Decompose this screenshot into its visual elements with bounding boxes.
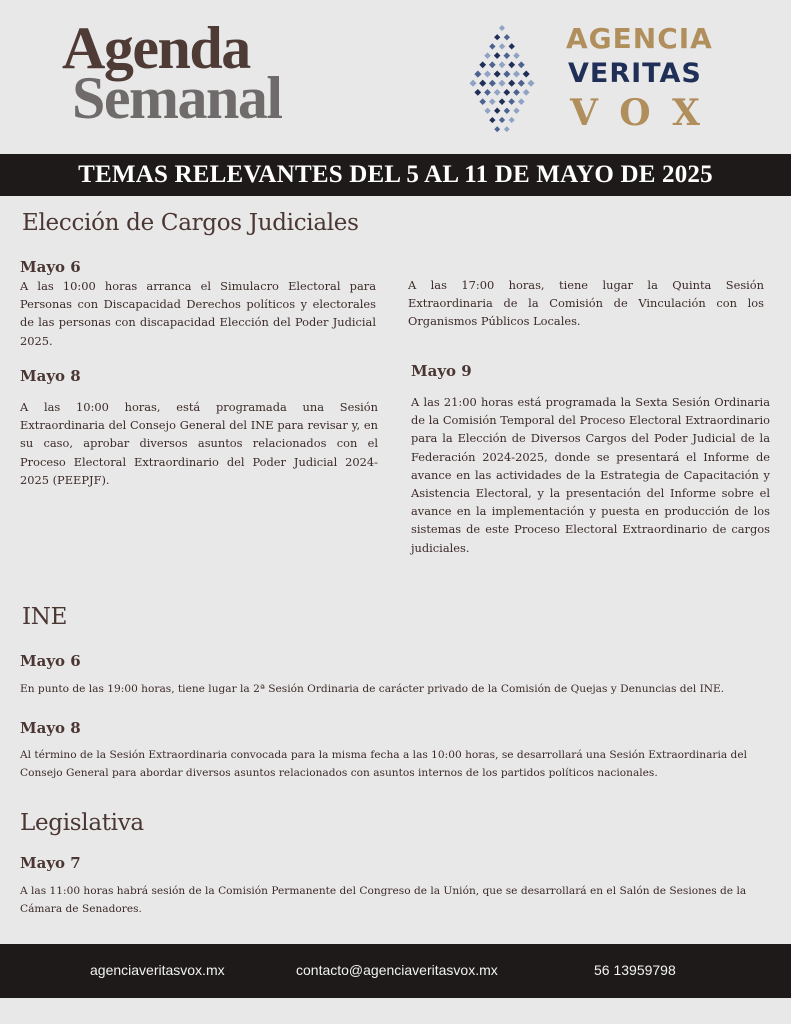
logo-dot bbox=[509, 43, 515, 49]
logo-dot bbox=[508, 80, 515, 87]
logo-dot bbox=[518, 80, 525, 87]
logo-dot bbox=[513, 89, 520, 96]
logo-dot bbox=[494, 108, 500, 114]
logo-dot bbox=[499, 98, 506, 105]
judicial-entry-1-text: A las 10:00 horas arranca el Simulacro Electoral para Personas con Discapacidad Derechos políticos y electorales de las personas con discapacidad Elección del Poder Judicial 2025. bbox=[20, 279, 376, 348]
logo-dot bbox=[508, 61, 515, 68]
section-title-judicial: Elección de Cargos Judiciales bbox=[22, 210, 359, 236]
logo-dot bbox=[499, 61, 506, 68]
judicial-date-1: Mayo 6 bbox=[20, 258, 81, 276]
ine-entry-1-text: En punto de las 19:00 horas, tiene lugar la 2ª Sesión Ordinaria de carácter privado de la Comisión de Quejas y Denuncias del INE. bbox=[20, 683, 725, 695]
brand-agencia: AGENCIA bbox=[566, 22, 713, 55]
logo-dot bbox=[479, 61, 486, 68]
judicial-entry-3-text: A las 10:00 horas, está programada una Sesión Extraordinaria del Consejo General del INE para revisar y, en su caso, aprobar diversos asuntos relacionados con el Proceso Electoral Extraordinario del Poder Judicial 2024-2025 (PEEPJF). bbox=[20, 400, 378, 487]
judicial-entry-2-text: A las 17:00 horas, tiene lugar la Quinta Sesión Extraordinaria de la Comisión de Vinculación con los Organismos Públicos Locales. bbox=[408, 278, 764, 329]
page-header bbox=[0, 0, 791, 152]
logo-dot bbox=[504, 108, 510, 114]
logo-dot bbox=[498, 80, 505, 87]
footer-phone[interactable]: 56 13959798 bbox=[594, 962, 676, 978]
logo-dot bbox=[508, 98, 515, 105]
judicial-entry-4-text: A las 21:00 horas está programada la Sexta Sesión Ordinaria de la Comisión Temporal del Proceso Electoral Extraordinario para la Elección de Diversos Cargos del Poder Judicial de la Federación 2024-2025, donde se presentará el Informe de avance en las actividades de la Estrategia de Capacitación y Asistencia Electoral, y la presentación del Informe sobre el avance en la implementación y puesta en producción de los sistemas de este Proceso Electoral Extraordinario de cargos judiciales. bbox=[411, 395, 770, 555]
title-agenda: Agenda bbox=[62, 15, 250, 81]
logo-dot bbox=[489, 61, 496, 68]
logo-dot bbox=[489, 98, 496, 105]
section-title-ine: INE bbox=[22, 604, 68, 630]
logo-dot bbox=[527, 80, 534, 87]
logo-dot bbox=[513, 70, 520, 77]
legislativa-entry-1-text: A las 11:00 horas habrá sesión de la Comisión Permanente del Congreso de la Unión, que se desarrollará en el Salón de Sesiones de la Cámara de Senadores. bbox=[20, 885, 747, 915]
logo-dot bbox=[503, 52, 510, 59]
judicial-date-4: Mayo 9 bbox=[411, 362, 472, 380]
logo-dot bbox=[494, 70, 501, 77]
logo-dot bbox=[499, 43, 505, 49]
brand-veritas: VERITAS bbox=[568, 58, 702, 89]
logo-dot bbox=[499, 117, 505, 123]
footer-website-link[interactable]: agenciaveritasvox.mx bbox=[90, 962, 225, 978]
logo-dot bbox=[504, 34, 510, 40]
logo-dot bbox=[484, 108, 490, 114]
logo-dot bbox=[523, 70, 530, 77]
ine-entry-2-text: Al término de la Sesión Extraordinaria convocada para la misma fecha a las 10:00 horas, se desarrollará una Sesión Extraordinaria del Consejo General para abordar diversos asuntos relacionados con asuntos internos de los partidos políticos nacionales. bbox=[20, 749, 747, 779]
brand-vox: VOX bbox=[570, 92, 722, 134]
logo-dot bbox=[469, 80, 476, 87]
logo-dot bbox=[494, 34, 500, 40]
logo-dot bbox=[494, 89, 501, 96]
logo-dot bbox=[513, 52, 520, 59]
logo-dot bbox=[489, 80, 496, 87]
logo-dot bbox=[494, 52, 501, 59]
page-footer bbox=[0, 944, 791, 998]
logo-dot bbox=[474, 89, 481, 96]
logo-dot bbox=[509, 117, 515, 123]
logo-dot bbox=[479, 98, 486, 105]
logo-dot bbox=[484, 52, 491, 59]
logo-dot bbox=[513, 108, 519, 114]
logo-dot bbox=[484, 89, 491, 96]
title-semanal: Semanal bbox=[72, 65, 282, 131]
section-title-legislativa: Legislativa bbox=[20, 810, 144, 836]
logo-dot bbox=[503, 89, 510, 96]
logo-dot bbox=[484, 70, 491, 77]
logo-dot bbox=[504, 126, 510, 132]
logo-dot bbox=[518, 98, 525, 105]
logo-dot bbox=[474, 71, 481, 78]
logo-dot bbox=[518, 61, 525, 68]
legislativa-date-1: Mayo 7 bbox=[20, 854, 81, 872]
ine-date-1: Mayo 6 bbox=[20, 652, 81, 670]
logo-dot bbox=[503, 71, 510, 78]
logo-dot bbox=[499, 25, 505, 31]
logo-dot bbox=[489, 43, 495, 49]
judicial-date-2: Mayo 8 bbox=[20, 367, 81, 385]
logo-dot bbox=[494, 126, 500, 132]
footer-email-link[interactable]: contacto@agenciaveritasvox.mx bbox=[296, 962, 498, 978]
veritas-vox-logo-icon bbox=[450, 22, 554, 134]
ine-date-2: Mayo 8 bbox=[20, 719, 81, 737]
logo-dot bbox=[489, 117, 495, 123]
date-range-banner: TEMAS RELEVANTES DEL 5 AL 11 DE MAYO DE 2025 bbox=[0, 154, 791, 196]
logo-dot bbox=[523, 89, 530, 96]
logo-dot bbox=[479, 80, 486, 87]
